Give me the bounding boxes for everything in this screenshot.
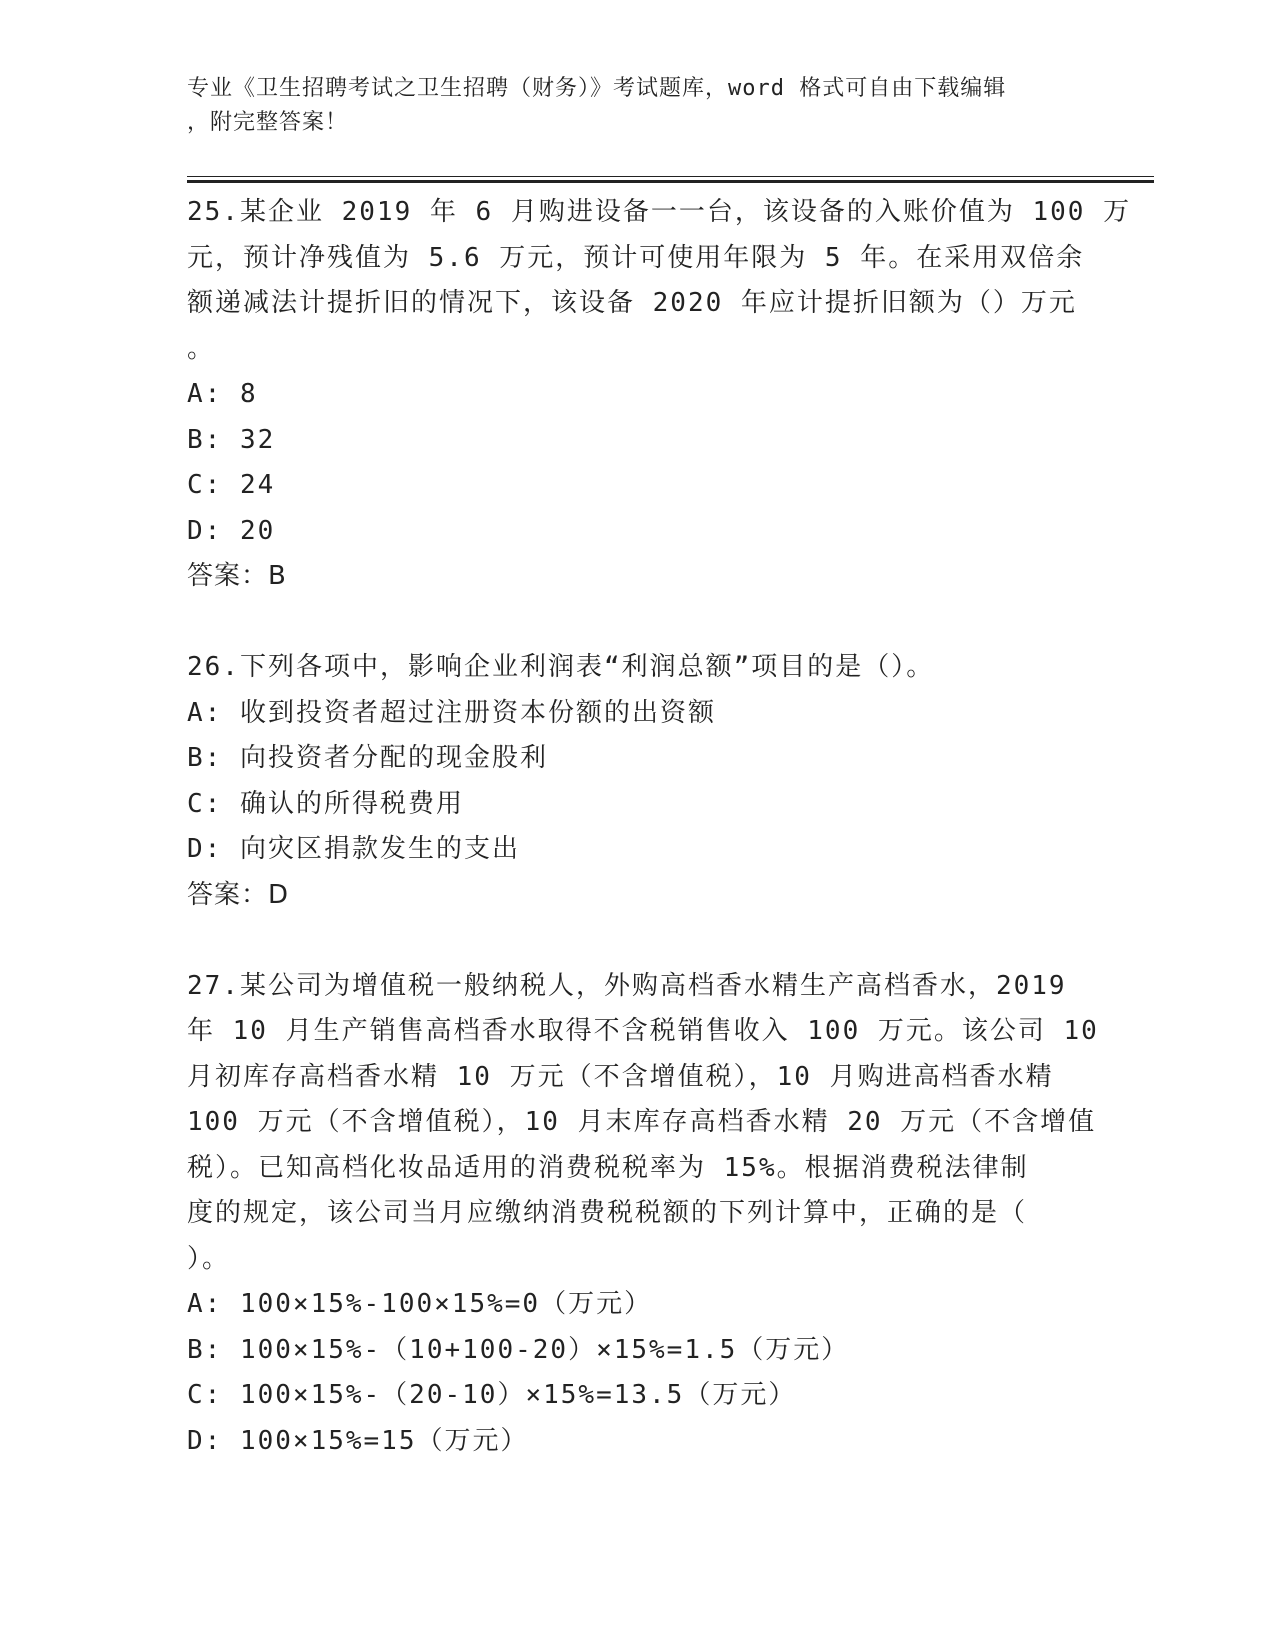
- option-d: D: 20: [187, 515, 276, 546]
- option-c: C: 24: [187, 470, 276, 500]
- question-text-line: 度的规定，该公司当月应缴纳消费税税额的下列计算中，正确的是（: [187, 1198, 1028, 1228]
- question-27: [187, 964, 1099, 1465]
- question-text-line: 税）。已知高档化妆品适用的消费税税率为 15%。根据消费税法律制: [187, 1152, 1029, 1183]
- header-line-1: 专业《卫生招聘考试之卫生招聘（财务）》考试题库，word 格式可自由下载编辑: [187, 76, 1007, 101]
- header-divider-thick: [187, 180, 1154, 183]
- option-a: A: 100×15%-100×15%=0（万元）: [187, 1289, 653, 1319]
- question-text-line: 额递减法计提折旧的情况下，该设备 2020 年应计提折旧额为（）万元: [187, 288, 1077, 318]
- option-c: C: 确认的所得税费用: [187, 788, 464, 819]
- question-26: [187, 645, 1087, 918]
- option-a: A: 收到投资者超过注册资本份额的出资额: [187, 697, 716, 728]
- answer: 答案：B: [187, 561, 287, 591]
- question-text-line: 年 10 月生产销售高档香水取得不含税销售收入 100 万元。该公司 10: [187, 1016, 1099, 1046]
- spacer: [187, 600, 1087, 646]
- question-text-line: 27.某公司为增值税一般纳税人，外购高档香水精生产高档香水，2019: [187, 970, 1067, 1001]
- header-line-2: ，附完整答案！: [187, 110, 349, 135]
- document-header: [187, 72, 1087, 140]
- question-list: [187, 190, 1132, 1464]
- option-d: D: 100×15%=15（万元）: [187, 1425, 529, 1456]
- option-b: B: 向投资者分配的现金股利: [187, 743, 548, 773]
- option-a: A: 8: [187, 379, 258, 409]
- option-d: D: 向灾区捐款发生的支出: [187, 834, 520, 864]
- answer: 答案：D: [187, 879, 290, 910]
- question-25: [187, 190, 1132, 600]
- option-c: C: 100×15%-（20-10）×15%=13.5（万元）: [187, 1380, 797, 1410]
- header-divider-thin: [187, 176, 1154, 177]
- spacer: [187, 918, 1087, 964]
- question-text-line: ）。: [187, 1243, 231, 1274]
- option-b: B: 32: [187, 424, 276, 455]
- question-text-line: 100 万元（不含增值税），10 月末库存高档香水精 20 万元（不含增值: [187, 1107, 1097, 1137]
- option-b: B: 100×15%-（10+100-20）×15%=1.5（万元）: [187, 1334, 850, 1365]
- question-text-line: 25.某企业 2019 年 6 月购进设备一一台，该设备的入账价值为 100 万: [187, 197, 1132, 227]
- question-text-line: 月初库存高档香水精 10 万元（不含增值税），10 月购进高档香水精: [187, 1061, 1054, 1092]
- question-text-line: 。: [187, 333, 216, 364]
- question-text-line: 元，预计净残值为 5.6 万元，预计可使用年限为 5 年。在采用双倍余: [187, 242, 1085, 273]
- question-text-line: 26.下列各项中，影响企业利润表“利润总额”项目的是（）。: [187, 652, 935, 682]
